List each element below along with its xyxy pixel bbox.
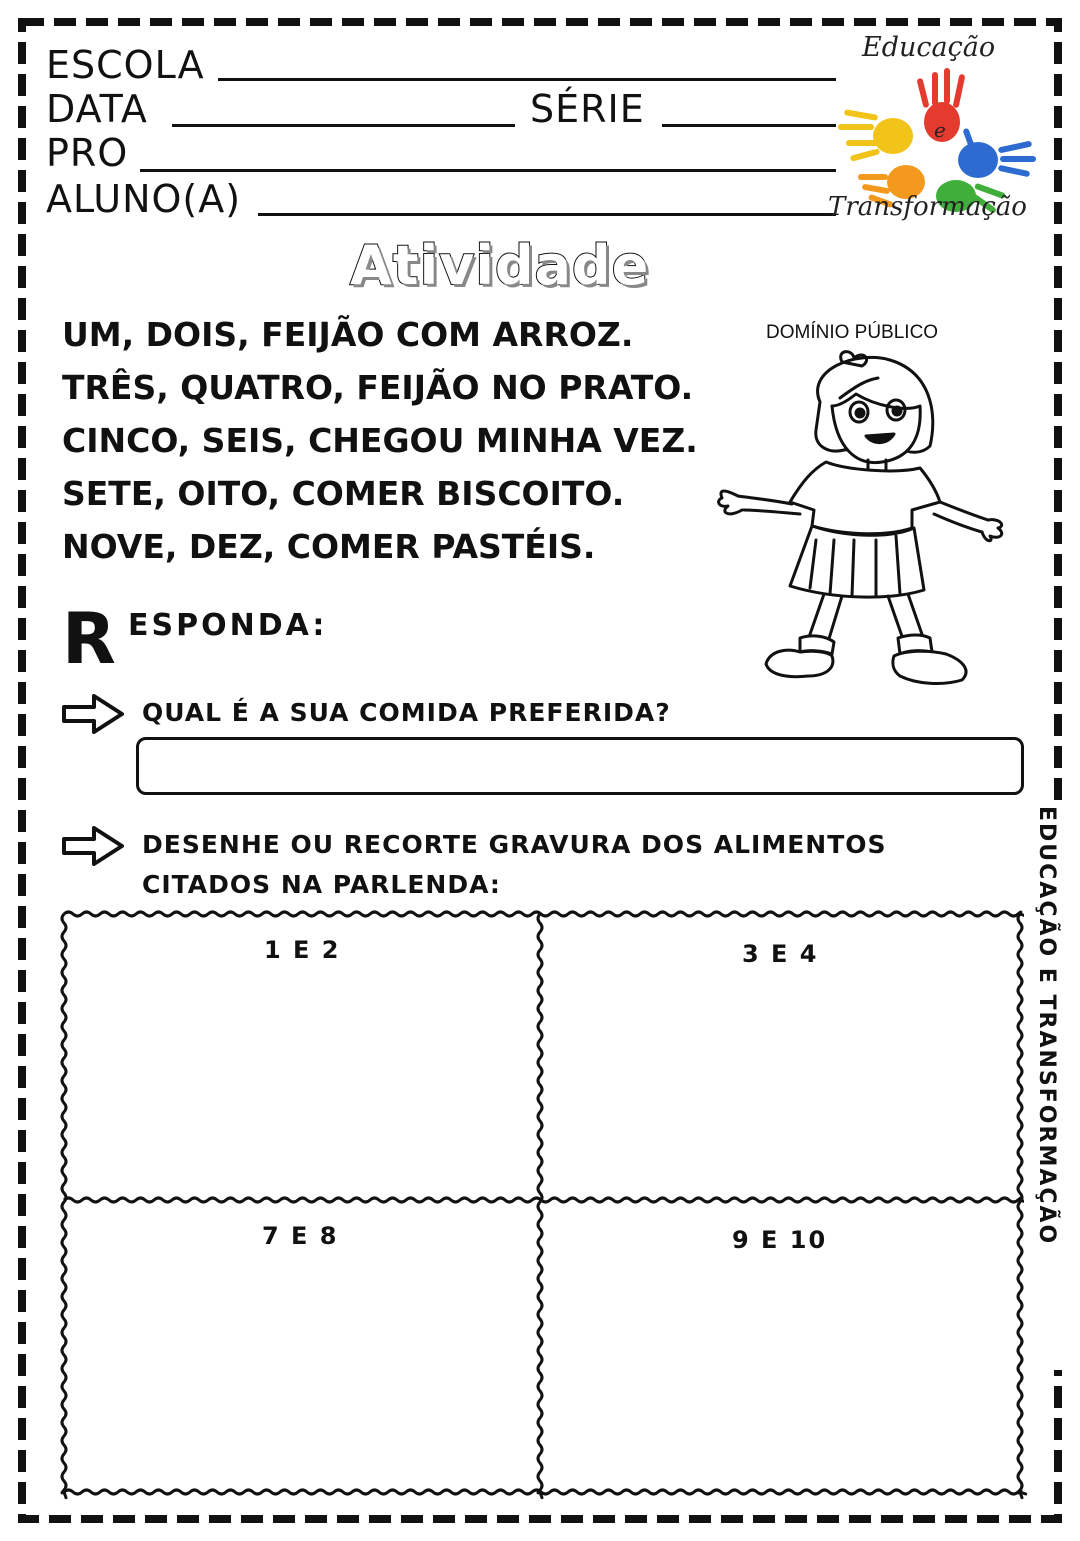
cell-label: 9 E 10 [732,1226,828,1254]
grid-wavy-line [64,1490,1026,1494]
question-2-line-2: CITADOS NA PARLENDA: [142,870,501,899]
cell-label: 1 E 2 [264,936,341,964]
logo-top-word: Educação [862,32,996,63]
page-title: Atividade [350,234,650,297]
logo-middle-word: e [934,118,946,142]
poem-line: NOVE, DEZ, COMER PASTÉIS. [62,527,596,566]
side-label: EDUCAÇÃO E TRANSFORMAÇÃO [1034,806,1059,1246]
logo-bottom-word: Transformação [828,192,1027,222]
cell-label: 3 E 4 [742,940,819,968]
poem-line: TRÊS, QUATRO, FEIJÃO NO PRATO. [62,368,694,407]
poem-line: CINCO, SEIS, CHEGOU MINHA VEZ. [62,421,698,460]
respond-initial: R [62,598,116,680]
teacher-label: PRO [46,131,129,175]
poem-line: UM, DOIS, FEIJÃO COM ARROZ. [62,315,634,354]
cell-label: 7 E 8 [262,1222,339,1250]
date-label: DATA [46,87,148,131]
school-label: ESCOLA [46,43,205,87]
question-2-line-1: DESENHE OU RECORTE GRAVURA DOS ALIMENTOS [142,830,887,859]
image-credit: DOMÍNIO PÚBLICO [766,322,939,343]
grade-label: SÉRIE [530,87,645,131]
poem-line: SETE, OITO, COMER BISCOITO. [62,474,625,513]
respond-heading: ESPONDA: [128,608,328,643]
question-1: QUAL É A SUA COMIDA PREFERIDA? [142,698,671,727]
student-label: ALUNO(A) [46,177,242,221]
